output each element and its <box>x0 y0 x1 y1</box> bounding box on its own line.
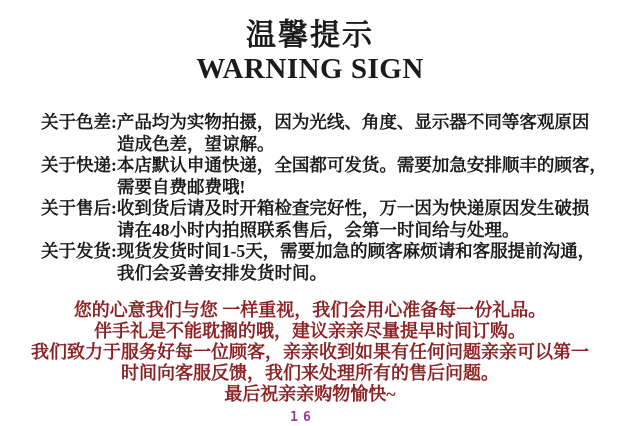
footer <box>0 408 620 426</box>
page-number: 16 <box>290 410 316 425</box>
page-title-chinese: 温馨提示 <box>246 19 374 52</box>
body-line-after-sales: 关于售后:收到货后请及时开箱检查完好性，万一因为快递原因发生破损 <box>41 198 590 218</box>
body-line-shipping: 关于发货:现货发货时间1-5天，需要加急的顾客麻烦请和客服提前沟通， <box>41 241 596 261</box>
notice-line-happy-shopping: 最后祝亲亲购物愉快~ <box>224 384 396 404</box>
body-line-express: 关于快递:本店默认申通快递，全国都可发货。需要加急安排顺丰的顾客， <box>41 155 607 175</box>
body-line-shipping-2: 我们会妥善安排发货时间。 <box>117 262 327 283</box>
body-line-color-difference: 关于色差:产品均为实物拍摄，因为光线、角度、显示器不同等客观原因 <box>41 112 590 132</box>
body-line-express-2: 需要自费邮费哦! <box>117 176 246 197</box>
notice-line-service-1: 我们致力于服务好每一位顾客，亲亲收到如果有任何问题亲亲可以第一 <box>31 342 589 362</box>
red-notice-block <box>0 300 620 405</box>
body-line-after-sales-2: 请在48小时内拍照联系售后，会第一时间给与处理。 <box>117 219 520 240</box>
notice-body <box>41 112 610 284</box>
notice-line-gift-care: 您的心意我们与您 一样重视，我们会用心准备每一份礼品。 <box>73 300 547 320</box>
body-line-color-difference-2: 造成色差，望谅解。 <box>117 133 275 154</box>
notice-line-service-2: 时间向客服反馈，我们来处理所有的售后问题。 <box>121 363 499 383</box>
notice-line-order-early: 伴手礼是不能耽搁的哦，建议亲亲尽量提早时间订购。 <box>94 321 526 341</box>
page-title-english: WARNING SIGN <box>196 53 424 85</box>
